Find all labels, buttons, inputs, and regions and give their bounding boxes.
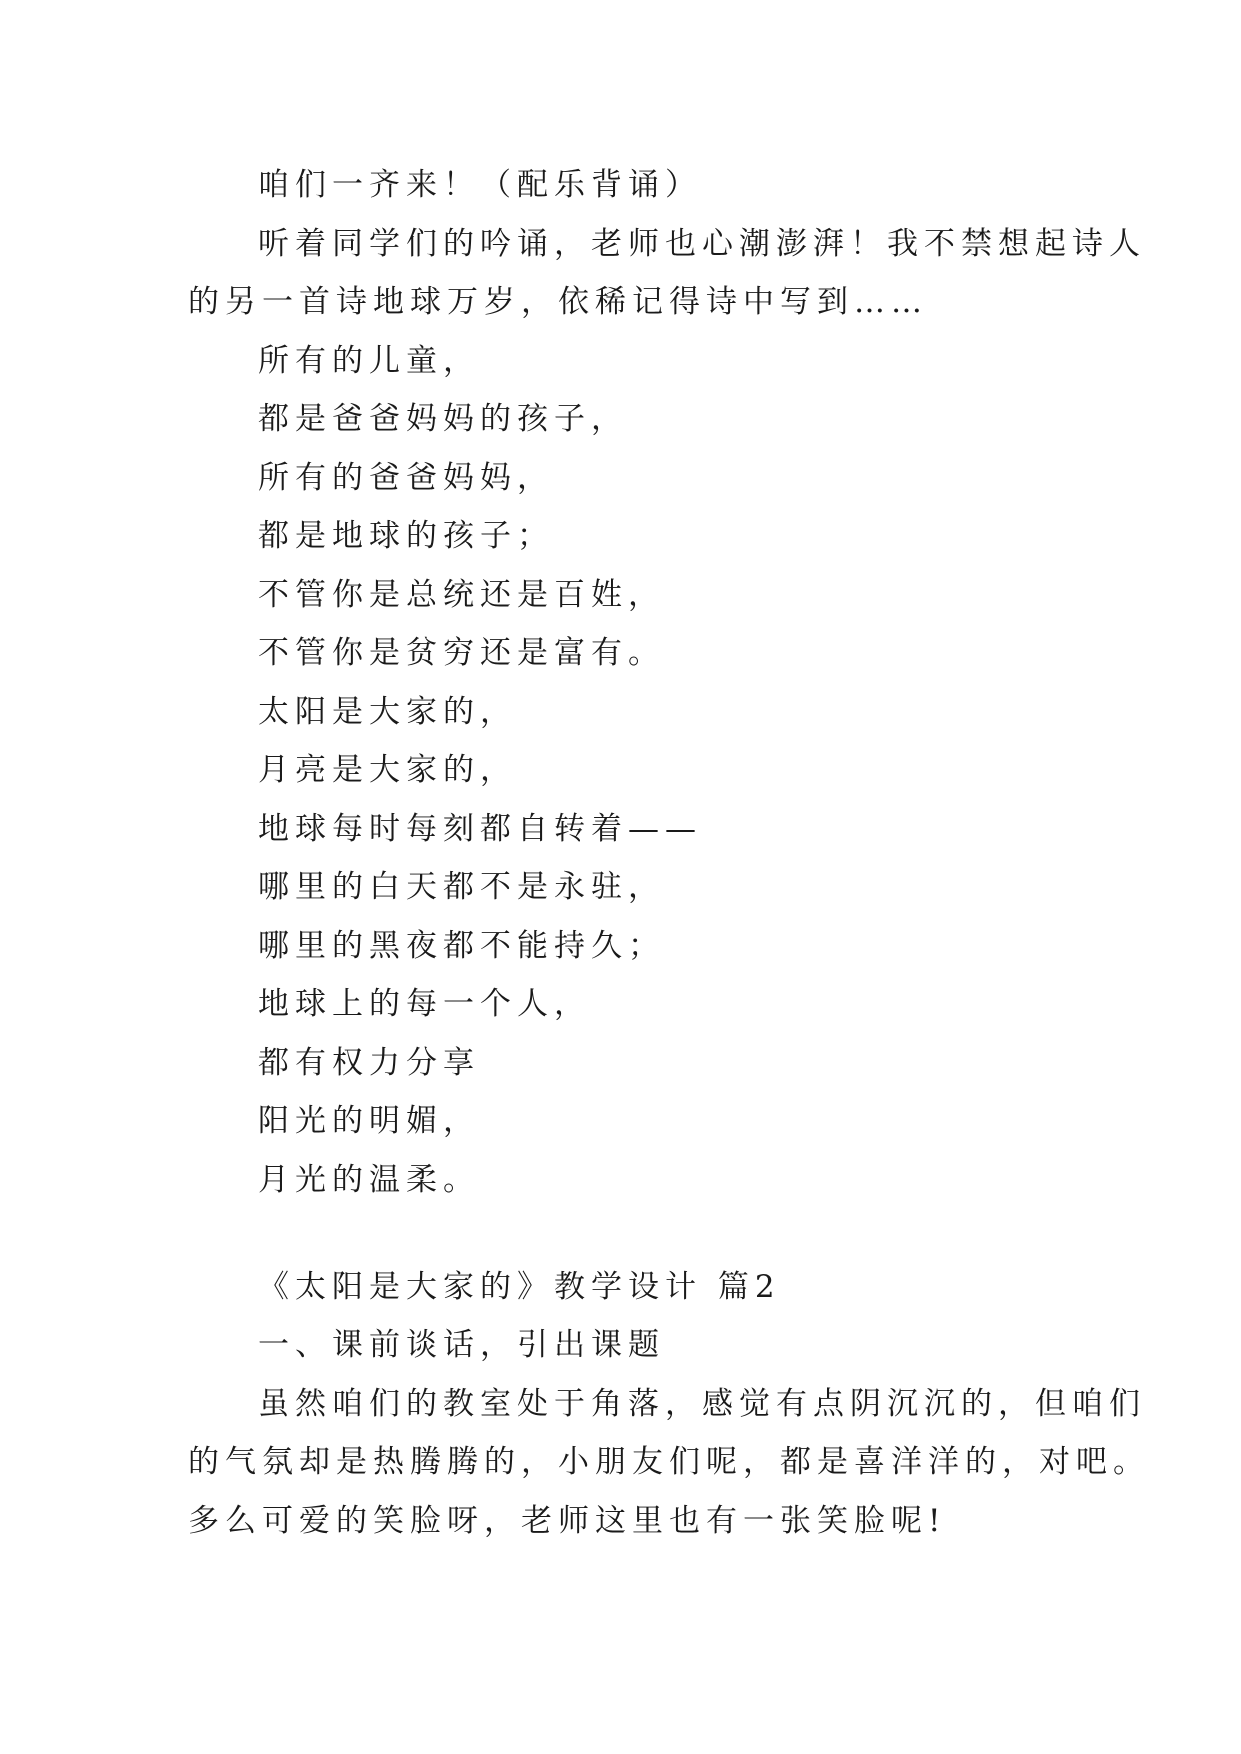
poem-line: 哪里的黑夜都不能持久； bbox=[258, 928, 665, 964]
paragraph: 虽然咱们的教室处于角落，感觉有点阴沉沉的，但咱们 bbox=[258, 1386, 1146, 1422]
poem-line: 所有的儿童， bbox=[258, 343, 480, 379]
poem-line: 阳光的明媚， bbox=[258, 1103, 480, 1139]
paragraph-continuation: 的气氛却是热腾腾的，小朋友们呢，都是喜洋洋的，对吧。 bbox=[188, 1444, 1150, 1480]
poem-line: 月光的温柔。 bbox=[258, 1162, 480, 1198]
poem-line: 哪里的白天都不是永驻， bbox=[258, 869, 665, 905]
poem-line: 地球每时每刻都自转着—— bbox=[258, 811, 702, 847]
poem-line: 不管你是贫穷还是富有。 bbox=[258, 635, 665, 671]
paragraph: 听着同学们的吟诵，老师也心潮澎湃！我不禁想起诗人 bbox=[258, 226, 1146, 262]
section-heading: 《太阳是大家的》教学设计 篇2 bbox=[258, 1269, 781, 1305]
poem-line: 月亮是大家的， bbox=[258, 752, 517, 788]
poem-line: 都是爸爸妈妈的孩子， bbox=[258, 401, 628, 437]
poem-line: 都是地球的孩子； bbox=[258, 518, 554, 554]
poem-line: 太阳是大家的， bbox=[258, 694, 517, 730]
poem-line: 不管你是总统还是百姓， bbox=[258, 577, 665, 613]
paragraph-continuation: 的另一首诗地球万岁，依稀记得诗中写到…… bbox=[188, 284, 928, 320]
paragraph: 一、课前谈话，引出课题 bbox=[258, 1327, 665, 1363]
paragraph-continuation: 多么可爱的笑脸呀，老师这里也有一张笑脸呢! bbox=[188, 1503, 947, 1539]
poem-line: 地球上的每一个人， bbox=[258, 986, 591, 1022]
poem-line: 所有的爸爸妈妈， bbox=[258, 460, 554, 496]
paragraph: 咱们一齐来！（配乐背诵） bbox=[258, 167, 702, 203]
poem-line: 都有权力分享 bbox=[258, 1045, 480, 1081]
